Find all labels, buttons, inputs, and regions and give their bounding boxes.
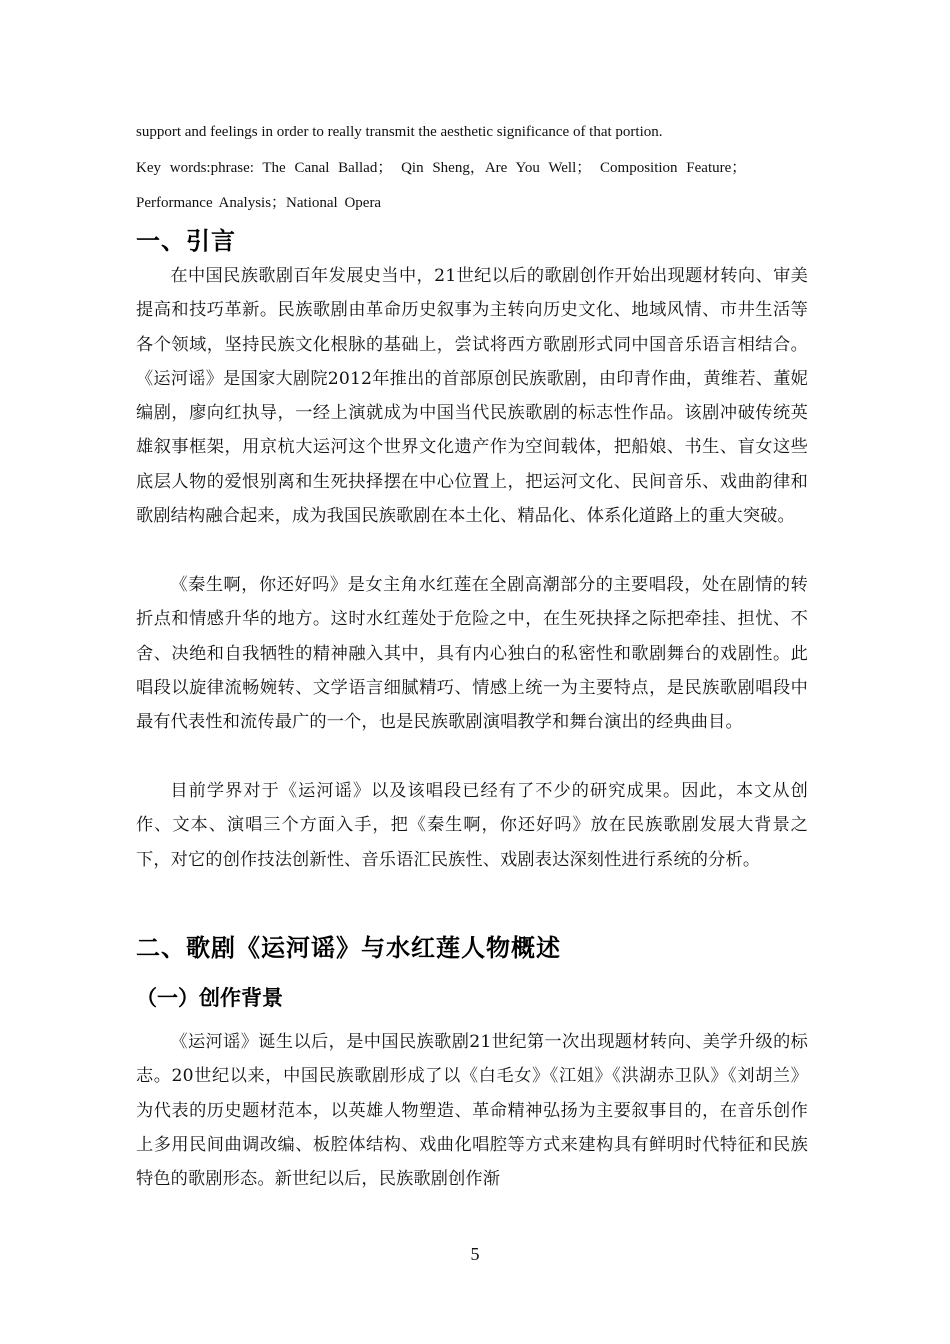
abstract-line: support and feelings in order to really transmit the aesthetic significance of that portion.	[136, 124, 663, 140]
section-heading-introduction: 一、引言	[136, 227, 236, 255]
keywords-line-continued: Performance Analysis；National Opera	[136, 195, 382, 211]
body-paragraph: 在中国民族歌剧百年发展史当中，21世纪以后的歌剧创作开始出现题材转向、审美提高和技巧革新。民族歌剧由革命历史叙事为主转向历史文化、地域风情、市井生活等各个领域，坚持民族文化根脉的基础上，尝试将西方歌剧形式同中国音乐语言相结合。《运河谣》是国家大剧院2012年推出的首部原创民族歌剧，由印青作曲，黄维若、董妮编剧，廖向红执导，一经上演就成为中国当代民族歌剧的标志性作品。该剧冲破传统英雄叙事框架，用京杭大运河这个世界文化遗产作为空间载体，把船娘、书生、盲女这些底层人物的爱恨别离和生死抉择摆在中心位置上，把运河文化、民间音乐、戏曲韵律和歌剧结构融合起来，成为我国民族歌剧在本土化、精品化、体系化道路上的重大突破。	[136, 266, 808, 527]
keywords-line: Key words:phrase: The Canal Ballad； Qin Sheng，Are You Well； Composition Feature；	[136, 160, 747, 176]
body-paragraph: 目前学界对于《运河谣》以及该唱段已经有了不少的研究成果。因此，本文从创作、文本、演唱三个方面入手，把《秦生啊，你还好吗》放在民族歌剧发展大背景之下，对它的创作技法创新性、音乐语汇民族性、戏剧表达深刻性进行系统的分析。	[136, 781, 808, 870]
body-paragraph: 《秦生啊，你还好吗》是女主角水红莲在全剧高潮部分的主要唱段，处在剧情的转折点和情感升华的地方。这时水红莲处于危险之中，在生死抉择之际把牵挂、担忧、不舍、决绝和自我牺牲的精神融入其中，具有内心独白的私密性和歌剧舞台的戏剧性。此唱段以旋律流畅婉转、文学语言细腻精巧、情感上统一为主要特点，是民族歌剧唱段中最有代表性和流传最广的一个，也是民族歌剧演唱教学和舞台演出的经典曲目。	[136, 575, 808, 733]
body-paragraph: 《运河谣》诞生以后，是中国民族歌剧21世纪第一次出现题材转向、美学升级的标志。20世纪以来，中国民族歌剧形成了以《白毛女》《江姐》《洪湖赤卫队》《刘胡兰》为代表的历史题材范本，以英雄人物塑造、革命精神弘扬为主要叙事目的，在音乐创作上多用民间曲调改编、板腔体结构、戏曲化唱腔等方式来建构具有鲜明时代特征和民族特色的歌剧形态。新世纪以后，民族歌剧创作渐	[136, 1032, 808, 1190]
section-heading-overview: 二、歌剧《运河谣》与水红莲人物概述	[136, 934, 561, 962]
subsection-heading: （一）创作背景	[136, 986, 283, 1010]
page-number: 5	[470, 1244, 480, 1264]
